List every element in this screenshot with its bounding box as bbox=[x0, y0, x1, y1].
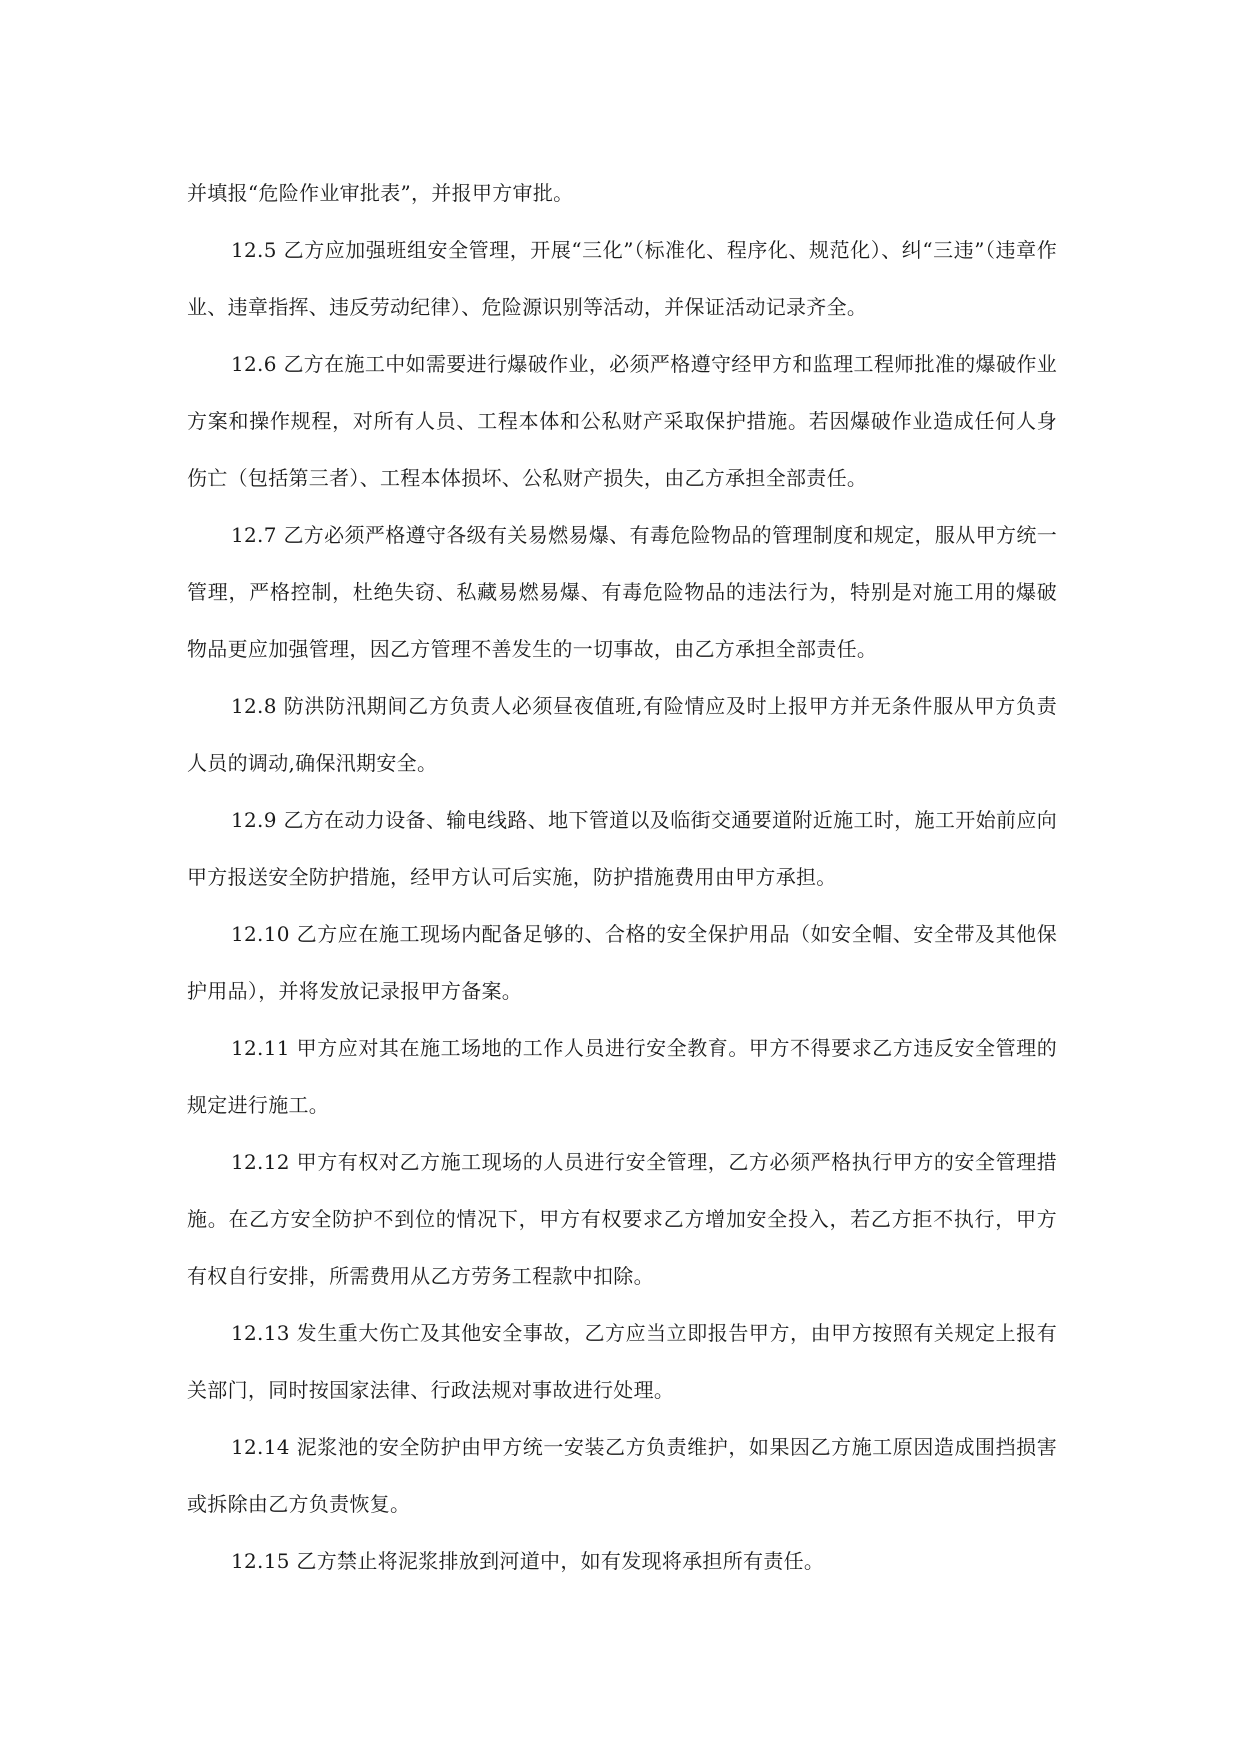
paragraph-continuation: 并填报“危险作业审批表”，并报甲方审批。 bbox=[187, 181, 574, 205]
paragraph-12-15: 12.15 乙方禁止将泥浆排放到河道中，如有发现将承担所有责任。 bbox=[231, 1549, 825, 1573]
paragraph-12-14: 12.14 泥浆池的安全防护由甲方统一安装乙方负责维护，如果因乙方施工原因造成围挡损害或拆除由乙方负责恢复。 bbox=[187, 1435, 1057, 1516]
paragraph-12-5: 12.5 乙方应加强班组安全管理，开展“三化”（标准化、程序化、规范化）、纠“三违”（违章作业、违章指挥、违反劳动纪律）、危险源识别等活动，并保证活动记录齐全。 bbox=[187, 238, 1057, 319]
paragraph-12-7: 12.7 乙方必须严格遵守各级有关易燃易爆、有毒危险物品的管理制度和规定，服从甲方统一管理，严格控制，杜绝失窃、私藏易燃易爆、有毒危险物品的违法行为，特别是对施工用的爆破物品更应加强管理，因乙方管理不善发生的一切事故，由乙方承担全部责任。 bbox=[187, 523, 1057, 661]
paragraph-12-10: 12.10 乙方应在施工现场内配备足够的、合格的安全保护用品（如安全帽、安全带及其他保护用品），并将发放记录报甲方备案。 bbox=[187, 922, 1057, 1003]
paragraph-12-8: 12.8 防洪防汛期间乙方负责人必须昼夜值班,有险情应及时上报甲方并无条件服从甲方负责人员的调动,确保汛期安全。 bbox=[187, 694, 1057, 775]
paragraph-12-6: 12.6 乙方在施工中如需要进行爆破作业，必须严格遵守经甲方和监理工程师批准的爆破作业方案和操作规程，对所有人员、工程本体和公私财产采取保护措施。若因爆破作业造成任何人身伤亡（包括第三者）、工程本体损坏、公私财产损失，由乙方承担全部责任。 bbox=[187, 352, 1057, 490]
paragraph-12-12: 12.12 甲方有权对乙方施工现场的人员进行安全管理，乙方必须严格执行甲方的安全管理措施。在乙方安全防护不到位的情况下，甲方有权要求乙方增加安全投入，若乙方拒不执行，甲方有权自行安排，所需费用从乙方劳务工程款中扣除。 bbox=[187, 1150, 1057, 1288]
document-page bbox=[187, 165, 1057, 1590]
paragraph-12-11: 12.11 甲方应对其在施工场地的工作人员进行安全教育。甲方不得要求乙方违反安全管理的规定进行施工。 bbox=[187, 1036, 1057, 1117]
paragraph-12-13: 12.13 发生重大伤亡及其他安全事故，乙方应当立即报告甲方，由甲方按照有关规定上报有关部门，同时按国家法律、行政法规对事故进行处理。 bbox=[187, 1321, 1057, 1402]
paragraph-12-9: 12.9 乙方在动力设备、输电线路、地下管道以及临街交通要道附近施工时，施工开始前应向甲方报送安全防护措施，经甲方认可后实施，防护措施费用由甲方承担。 bbox=[187, 808, 1057, 889]
